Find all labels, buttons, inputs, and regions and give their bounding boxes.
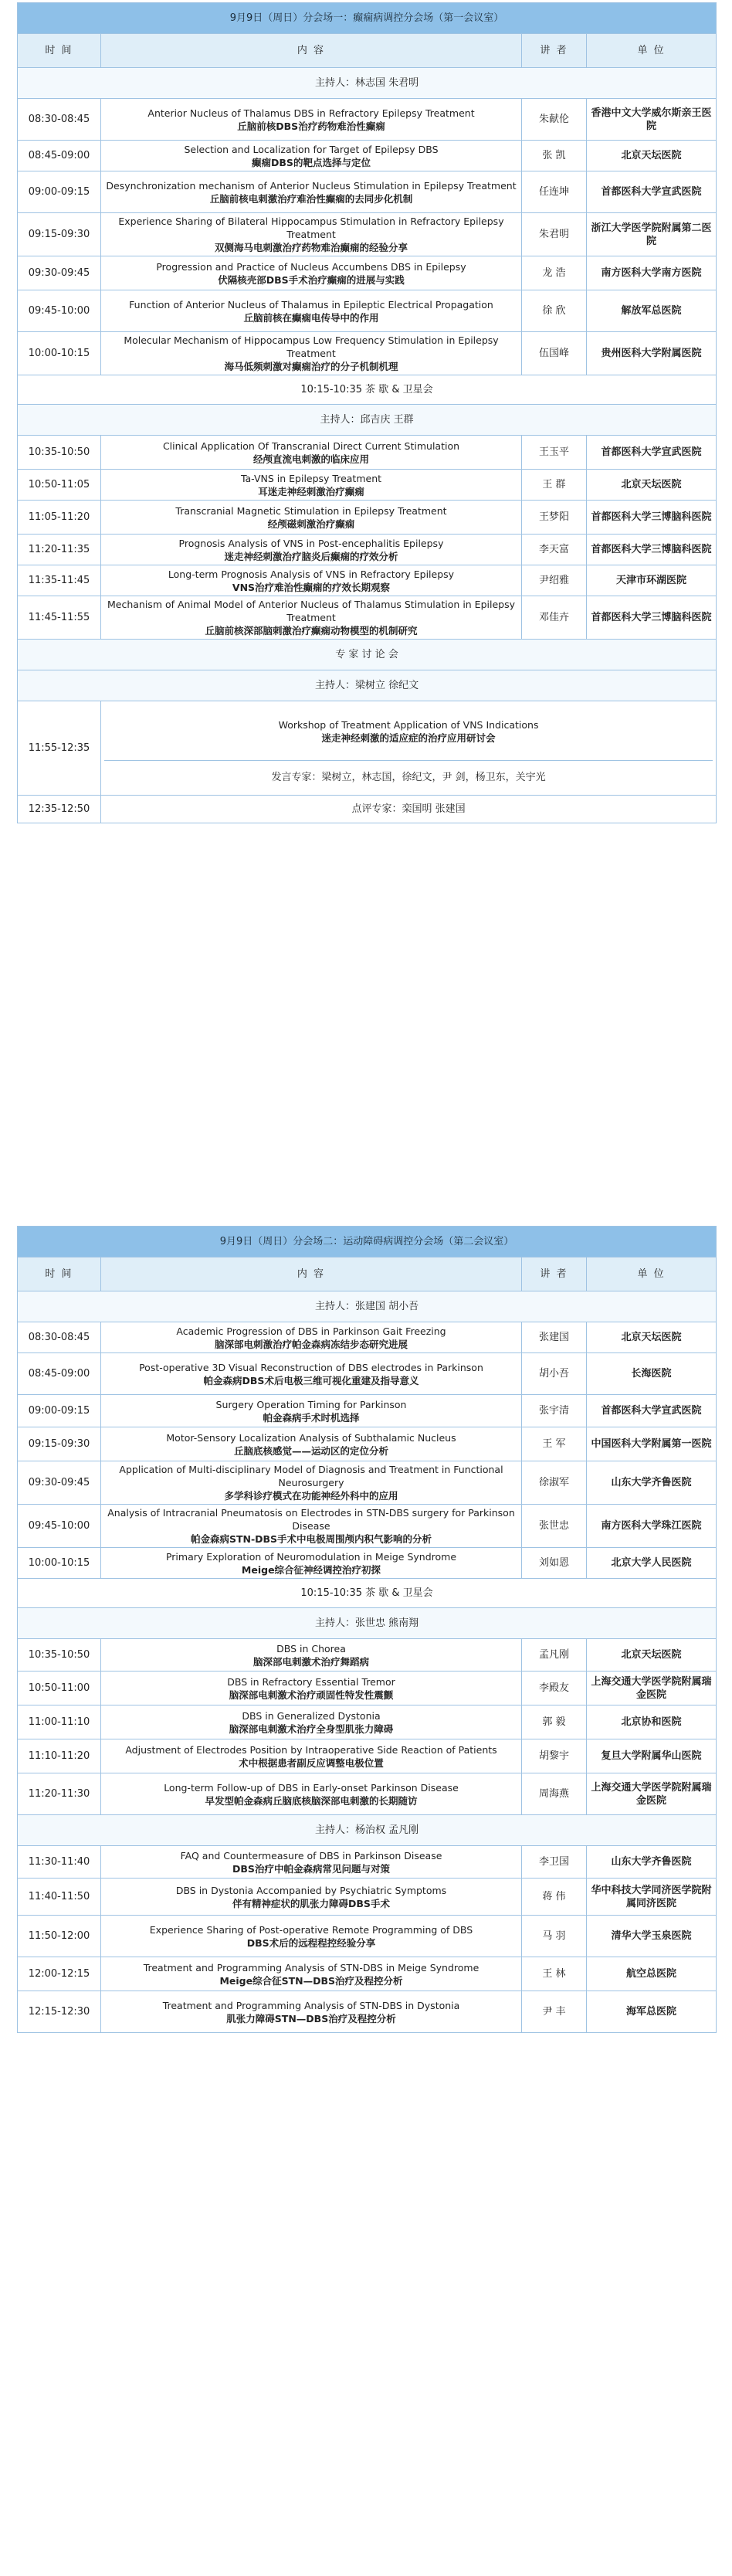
talk-title-en: Long-term Follow-up of DBS in Early-onset Parkinson Disease: [164, 1781, 459, 1794]
talk-title-en: FAQ and Countermeasure of DBS in Parkinson Disease: [180, 1849, 442, 1862]
talk-row: [18, 290, 717, 332]
talk-unit: 南方医科大学珠江医院: [587, 1505, 717, 1548]
talk-title-zh: DBS治疗中帕金森病常见问题与对策: [232, 1862, 390, 1875]
talk-speaker: 郭 毅: [522, 1705, 587, 1739]
header-speaker: 讲 者: [522, 34, 587, 68]
talk-content: [101, 1505, 522, 1548]
talk-unit: 北京协和医院: [587, 1705, 717, 1739]
talk-speaker: 蒋 伟: [522, 1879, 587, 1916]
talk-content: [101, 1846, 522, 1879]
talk-title-zh: 经颅磁刺激治疗癫痫: [267, 518, 355, 530]
talk-content: [101, 99, 522, 141]
talk-content: [101, 470, 522, 501]
talk-title-en: Treatment and Programming Analysis of STN-DBS in Meige Syndrome: [143, 1961, 480, 1974]
talk-title-en: Ta-VNS in Epilepsy Treatment: [240, 472, 382, 484]
talk-title-en: Surgery Operation Timing for Parkinson: [215, 1398, 407, 1410]
talk-title-en: Mechanism of Animal Model of Anterior Nucleus of Thalamus Stimulation in Epilepsy Treatment: [107, 599, 515, 623]
talk-speaker: 王 军: [522, 1427, 587, 1461]
session-title: 9月9日（周日）分会场二：运动障碍病调控分会场（第二会议室）: [18, 1227, 717, 1257]
session-title: 9月9日（周日）分会场一：癫痫病调控分会场（第一会议室）: [18, 3, 717, 34]
talk-unit: 华中科技大学同济医学院附属同济医院: [587, 1879, 717, 1916]
talk-speaker: 胡小吾: [522, 1353, 587, 1395]
talk-unit: 清华大学玉泉医院: [587, 1916, 717, 1957]
talk-content: [101, 535, 522, 565]
talk-title-zh: 伴有精神症状的肌张力障碍DBS手术: [232, 1897, 390, 1909]
talk-unit: 首都医科大学宣武医院: [587, 436, 717, 470]
talk-time: 12:00-12:15: [18, 1957, 101, 1991]
talk-speaker: 马 羽: [522, 1916, 587, 1957]
talk-content: [101, 596, 522, 640]
talk-title-en: Academic Progression of DBS in Parkinson Gait Freezing: [176, 1325, 446, 1337]
talk-unit: 复旦大学附属华山医院: [587, 1739, 717, 1773]
talk-unit: 首都医科大学宣武医院: [587, 1395, 717, 1427]
talk-title-en: Post-operative 3D Visual Reconstruction of DBS electrodes in Parkinson: [139, 1361, 483, 1373]
talk-title-zh: 双侧海马电刺激治疗药物难治癫痫的经验分享: [214, 242, 408, 253]
talk-speaker: 任连坤: [522, 171, 587, 213]
session-1-table: [17, 2, 717, 823]
column-header-row: [18, 34, 717, 68]
talk-title-zh: 丘脑前核电刺激治疗难治性癫痫的去同步化机制: [209, 192, 413, 205]
talk-time: 10:50-11:05: [18, 470, 101, 501]
talk-speaker: 李殿友: [522, 1672, 587, 1705]
workshop-row: [18, 701, 717, 796]
break-line-row: [18, 375, 717, 405]
talk-title-en: Analysis of Intracranial Pneumatosis on Electrodes in STN-DBS surgery for Parkinson Disease: [107, 1507, 515, 1532]
session-title-row: [18, 3, 717, 34]
break-line: 10:15-10:35 茶 歇 & 卫星会: [18, 1579, 717, 1608]
talk-time: 10:00-10:15: [18, 1548, 101, 1579]
talk-content: [101, 436, 522, 470]
talk-title-zh: 迷走神经刺激治疗脑炎后癫痫的疗效分析: [224, 550, 398, 562]
talk-speaker: 张宇清: [522, 1395, 587, 1427]
talk-time: 10:35-10:50: [18, 1639, 101, 1672]
talk-unit: 香港中文大学威尔斯亲王医院: [587, 99, 717, 141]
talk-speaker: 刘如恩: [522, 1548, 587, 1579]
talk-speaker: 王玉平: [522, 436, 587, 470]
session-title-row: [18, 1227, 717, 1257]
talk-time: 10:00-10:15: [18, 332, 101, 375]
talk-row: [18, 1353, 717, 1395]
talk-speaker: 胡黎宇: [522, 1739, 587, 1773]
talk-unit: 海军总医院: [587, 1991, 717, 2033]
discussion-title-row: [18, 640, 717, 670]
talk-content: [101, 1672, 522, 1705]
talk-row: [18, 501, 717, 535]
talk-title-en: DBS in Refractory Essential Tremor: [227, 1675, 395, 1688]
talk-time: 09:15-09:30: [18, 1427, 101, 1461]
host-line-row: [18, 670, 717, 701]
talk-speaker: 周海燕: [522, 1773, 587, 1815]
talk-title-en: Prognosis Analysis of VNS in Post-encephalitis Epilepsy: [178, 537, 444, 549]
talk-row: [18, 470, 717, 501]
talk-row: [18, 1957, 717, 1991]
talk-time: 08:30-08:45: [18, 1322, 101, 1353]
talk-content: [101, 1739, 522, 1773]
talk-unit: 浙江大学医学院附属第二医院: [587, 213, 717, 256]
closing-time: 12:35-12:50: [18, 796, 101, 823]
talk-time: 09:30-09:45: [18, 256, 101, 290]
talk-content: [101, 1991, 522, 2033]
talk-title-zh: Meige综合征神经调控治疗初探: [241, 1563, 381, 1576]
header-speaker: 讲 者: [522, 1257, 587, 1291]
talk-content: [101, 1322, 522, 1353]
talk-title-zh: 丘脑前核在癫痫电传导中的作用: [243, 311, 379, 324]
talk-time: 11:00-11:10: [18, 1705, 101, 1739]
talk-row: [18, 596, 717, 640]
talk-title-en: Experience Sharing of Bilateral Hippocampus Stimulation in Refractory Epilepsy Treatment: [118, 216, 504, 240]
workshop-title: [104, 703, 713, 761]
talk-title-zh: 脑深部电刺激术治疗舞蹈病: [252, 1655, 369, 1668]
talk-title-en: DBS in Chorea: [276, 1642, 346, 1655]
header-time: 时 间: [18, 1257, 101, 1291]
talk-title-zh: 术中根据患者副反应调整电极位置: [239, 1756, 384, 1769]
host-line: 主持人：杨治权 孟凡刚: [18, 1815, 717, 1846]
talk-title-en: Primary Exploration of Neuromodulation in Meige Syndrome: [165, 1550, 457, 1563]
talk-title-zh: 早发型帕金森病丘脑底核脑深部电刺激的长期随访: [205, 1794, 418, 1807]
talk-unit: 航空总医院: [587, 1957, 717, 1991]
talk-speaker: 李天富: [522, 535, 587, 565]
talk-content: [101, 1957, 522, 1991]
header-time: 时 间: [18, 34, 101, 68]
talk-row: [18, 436, 717, 470]
talk-row: [18, 171, 717, 213]
talk-unit: 天津市环湖医院: [587, 565, 717, 596]
talk-title-en: Clinical Application Of Transcranial Direct Current Stimulation: [162, 440, 460, 452]
talk-speaker: 朱君明: [522, 213, 587, 256]
talk-unit: 上海交通大学医学院附属瑞金医院: [587, 1773, 717, 1815]
talk-speaker: 王 群: [522, 470, 587, 501]
host-line: 主持人：邱吉庆 王群: [18, 405, 717, 436]
talk-title-zh: 海马低频刺激对癫痫治疗的分子机制机理: [224, 361, 398, 372]
session-2-table: [17, 1226, 717, 2033]
talk-unit: 北京大学人民医院: [587, 1548, 717, 1579]
talk-row: [18, 1846, 717, 1879]
talk-title-zh: 丘脑前核DBS治疗药物难治性癫痫: [237, 120, 385, 132]
talk-speaker: 龙 浩: [522, 256, 587, 290]
talk-content: [101, 1639, 522, 1672]
talk-time: 09:45-10:00: [18, 1505, 101, 1548]
talk-speaker: 李卫国: [522, 1846, 587, 1879]
talk-time: 08:45-09:00: [18, 1353, 101, 1395]
talk-time: 08:45-09:00: [18, 141, 101, 171]
talk-row: [18, 565, 717, 596]
talk-time: 11:20-11:35: [18, 535, 101, 565]
talk-unit: 长海医院: [587, 1353, 717, 1395]
talk-row: [18, 1879, 717, 1916]
talk-unit: 首都医科大学三博脑科医院: [587, 596, 717, 640]
talk-time: 11:35-11:45: [18, 565, 101, 596]
talk-time: 09:15-09:30: [18, 213, 101, 256]
talk-row: [18, 1427, 717, 1461]
talk-content: [101, 141, 522, 171]
talk-unit: 山东大学齐鲁医院: [587, 1846, 717, 1879]
talk-unit: 解放军总医院: [587, 290, 717, 332]
talk-speaker: 邓佳卉: [522, 596, 587, 640]
header-unit: 单 位: [587, 1257, 717, 1291]
talk-unit: 南方医科大学南方医院: [587, 256, 717, 290]
workshop-title-en: Workshop of Treatment Application of VNS Indications: [278, 719, 539, 731]
talk-row: [18, 1916, 717, 1957]
closing-commentators: 点评专家：栾国明 张建国: [101, 796, 717, 823]
talk-unit: 中国医科大学附属第一医院: [587, 1427, 717, 1461]
talk-title-zh: 帕金森病手术时机选择: [263, 1411, 360, 1424]
talk-title-en: Adjustment of Electrodes Position by Intraoperative Side Reaction of Patients: [125, 1743, 497, 1756]
header-content: 内 容: [101, 1257, 522, 1291]
talk-unit: 北京天坛医院: [587, 1639, 717, 1672]
talk-unit: 首都医科大学宣武医院: [587, 171, 717, 213]
talk-row: [18, 1672, 717, 1705]
talk-time: 08:30-08:45: [18, 99, 101, 141]
talk-row: [18, 1548, 717, 1579]
talk-speaker: 尹 丰: [522, 1991, 587, 2033]
break-line-row: [18, 1579, 717, 1608]
talk-content: [101, 565, 522, 596]
host-line: 主持人：林志国 朱君明: [18, 68, 717, 99]
talk-unit: 山东大学齐鲁医院: [587, 1461, 717, 1505]
talk-row: [18, 332, 717, 375]
host-line-row: [18, 1608, 717, 1639]
talk-title-en: DBS in Dystonia Accompanied by Psychiatric Symptoms: [175, 1884, 447, 1896]
talk-title-zh: 脑深部电刺激术治疗全身型肌张力障碍: [229, 1722, 394, 1735]
talk-speaker: 张世忠: [522, 1505, 587, 1548]
talk-time: 10:50-11:00: [18, 1672, 101, 1705]
talk-unit: 北京天坛医院: [587, 1322, 717, 1353]
host-line-row: [18, 68, 717, 99]
talk-title-zh: DBS术后的远程程控经验分享: [246, 1936, 376, 1949]
talk-content: [101, 256, 522, 290]
talk-unit: 贵州医科大学附属医院: [587, 332, 717, 375]
talk-title-zh: 脑深部电刺激治疗帕金森病冻结步态研究进展: [214, 1338, 408, 1350]
talk-unit: 首都医科大学三博脑科医院: [587, 501, 717, 535]
host-line-row: [18, 1815, 717, 1846]
workshop-title-zh: 迷走神经刺激的适应症的治疗应用研讨会: [321, 732, 496, 744]
talk-content: [101, 171, 522, 213]
host-line-row: [18, 405, 717, 436]
talk-content: [101, 213, 522, 256]
talk-title-zh: 耳迷走神经刺激治疗癫痫: [258, 485, 364, 497]
talk-title-zh: 经颅直流电刺激的临床应用: [252, 453, 369, 465]
talk-speaker: 伍国峰: [522, 332, 587, 375]
break-line: 10:15-10:35 茶 歇 & 卫星会: [18, 375, 717, 405]
workshop-speakers: 发言专家：梁树立，林志国，徐纪文，尹 剑，杨卫东，关宇光: [271, 771, 546, 783]
talk-row: [18, 1991, 717, 2033]
talk-title-en: Progression and Practice of Nucleus Accumbens DBS in Epilepsy: [156, 260, 466, 273]
talk-title-en: Application of Multi-disciplinary Model of Diagnosis and Treatment in Functional Neurosurgery: [119, 1464, 503, 1488]
talk-content: [101, 1916, 522, 1957]
talk-row: [18, 1505, 717, 1548]
talk-content: [101, 1705, 522, 1739]
talk-title-en: Desynchronization mechanism of Anterior Nucleus Stimulation in Epilepsy Treatment: [106, 179, 517, 192]
talk-unit: 北京天坛医院: [587, 470, 717, 501]
talk-title-en: Motor-Sensory Localization Analysis of Subthalamic Nucleus: [166, 1431, 456, 1444]
talk-title-en: Treatment and Programming Analysis of STN-DBS in Dystonia: [162, 1999, 460, 2011]
talk-content: [101, 1427, 522, 1461]
talk-title-en: Molecular Mechanism of Hippocampus Low Frequency Stimulation in Epilepsy Treatment: [124, 334, 499, 359]
talk-time: 11:30-11:40: [18, 1846, 101, 1879]
talk-title-zh: 多学科诊疗模式在功能神经外科中的应用: [224, 1490, 398, 1502]
talk-row: [18, 99, 717, 141]
host-line: 主持人：张建国 胡小吾: [18, 1291, 717, 1322]
talk-speaker: 张 凯: [522, 141, 587, 171]
talk-title-zh: 帕金森病STN-DBS手术中电极周围颅内积气影响的分析: [190, 1533, 432, 1545]
talk-content: [101, 332, 522, 375]
discussion-title: 专 家 讨 论 会: [18, 640, 717, 670]
talk-content: [101, 290, 522, 332]
talk-time: 10:35-10:50: [18, 436, 101, 470]
talk-title-en: Experience Sharing of Post-operative Remote Programming of DBS: [149, 1923, 473, 1936]
talk-row: [18, 1322, 717, 1353]
header-unit: 单 位: [587, 34, 717, 68]
talk-content: [101, 501, 522, 535]
closing-row: [18, 796, 717, 823]
talk-row: [18, 213, 717, 256]
talk-speaker: 张建国: [522, 1322, 587, 1353]
talk-title-en: DBS in Generalized Dystonia: [242, 1709, 381, 1722]
talk-title-zh: 帕金森病DBS术后电极三维可视化重建及指导意义: [203, 1374, 419, 1386]
talk-row: [18, 1461, 717, 1505]
talk-speaker: 王梦阳: [522, 501, 587, 535]
talk-speaker: 孟凡刚: [522, 1639, 587, 1672]
talk-row: [18, 1395, 717, 1427]
talk-row: [18, 141, 717, 171]
header-content: 内 容: [101, 34, 522, 68]
talk-time: 11:10-11:20: [18, 1739, 101, 1773]
talk-content: [101, 1461, 522, 1505]
talk-row: [18, 1739, 717, 1773]
talk-time: 11:20-11:30: [18, 1773, 101, 1815]
talk-time: 09:30-09:45: [18, 1461, 101, 1505]
talk-title-zh: 癫痫DBS的靶点选择与定位: [252, 156, 371, 168]
talk-speaker: 尹绍雅: [522, 565, 587, 596]
workshop-content: [101, 701, 717, 796]
talk-title-zh: 脑深部电刺激术治疗顽固性特发性震颤: [229, 1688, 394, 1701]
talk-speaker: 徐淑军: [522, 1461, 587, 1505]
talk-unit: 首都医科大学三博脑科医院: [587, 535, 717, 565]
talk-time: 11:40-11:50: [18, 1879, 101, 1916]
talk-time: 11:50-12:00: [18, 1916, 101, 1957]
talk-time: 09:45-10:00: [18, 290, 101, 332]
talk-row: [18, 1639, 717, 1672]
talk-content: [101, 1395, 522, 1427]
talk-speaker: 王 林: [522, 1957, 587, 1991]
talk-content: [101, 1773, 522, 1815]
talk-title-zh: VNS治疗难治性癫痫的疗效长期观察: [232, 581, 391, 593]
talk-title-zh: Meige综合征STN—DBS治疗及程控分析: [219, 1974, 403, 1987]
talk-time: 12:15-12:30: [18, 1991, 101, 2033]
host-line: 主持人：梁树立 徐纪文: [18, 670, 717, 701]
talk-title-en: Anterior Nucleus of Thalamus DBS in Refractory Epilepsy Treatment: [147, 107, 475, 119]
workshop-time: 11:55-12:35: [18, 701, 101, 796]
talk-row: [18, 1705, 717, 1739]
talk-title-zh: 肌张力障碍STN—DBS治疗及程控分析: [226, 2012, 396, 2024]
talk-title-en: Selection and Localization for Target of Epilepsy DBS: [184, 143, 439, 155]
column-header-row: [18, 1257, 717, 1291]
talk-title-en: Long-term Prognosis Analysis of VNS in Refractory Epilepsy: [168, 568, 455, 580]
host-line: 主持人：张世忠 熊南翔: [18, 1608, 717, 1639]
talk-row: [18, 535, 717, 565]
talk-row: [18, 1773, 717, 1815]
talk-time: 09:00-09:15: [18, 171, 101, 213]
talk-content: [101, 1353, 522, 1395]
talk-content: [101, 1548, 522, 1579]
talk-title-zh: 伏隔核壳部DBS手术治疗癫痫的进展与实践: [218, 273, 405, 286]
talk-title-en: Transcranial Magnetic Stimulation in Epilepsy Treatment: [175, 504, 447, 517]
talk-unit: 北京天坛医院: [587, 141, 717, 171]
talk-title-en: Function of Anterior Nucleus of Thalamus in Epileptic Electrical Propagation: [129, 298, 493, 311]
talk-unit: 上海交通大学医学院附属瑞金医院: [587, 1672, 717, 1705]
talk-time: 11:45-11:55: [18, 596, 101, 640]
talk-row: [18, 256, 717, 290]
talk-speaker: 朱献伦: [522, 99, 587, 141]
talk-content: [101, 1879, 522, 1916]
talk-title-zh: 丘脑前核深部脑刺激治疗癫痫动物模型的机制研究: [205, 625, 418, 636]
talk-time: 09:00-09:15: [18, 1395, 101, 1427]
talk-title-zh: 丘脑底核感觉——运动区的定位分析: [233, 1444, 388, 1457]
host-line-row: [18, 1291, 717, 1322]
talk-speaker: 徐 欣: [522, 290, 587, 332]
talk-time: 11:05-11:20: [18, 501, 101, 535]
